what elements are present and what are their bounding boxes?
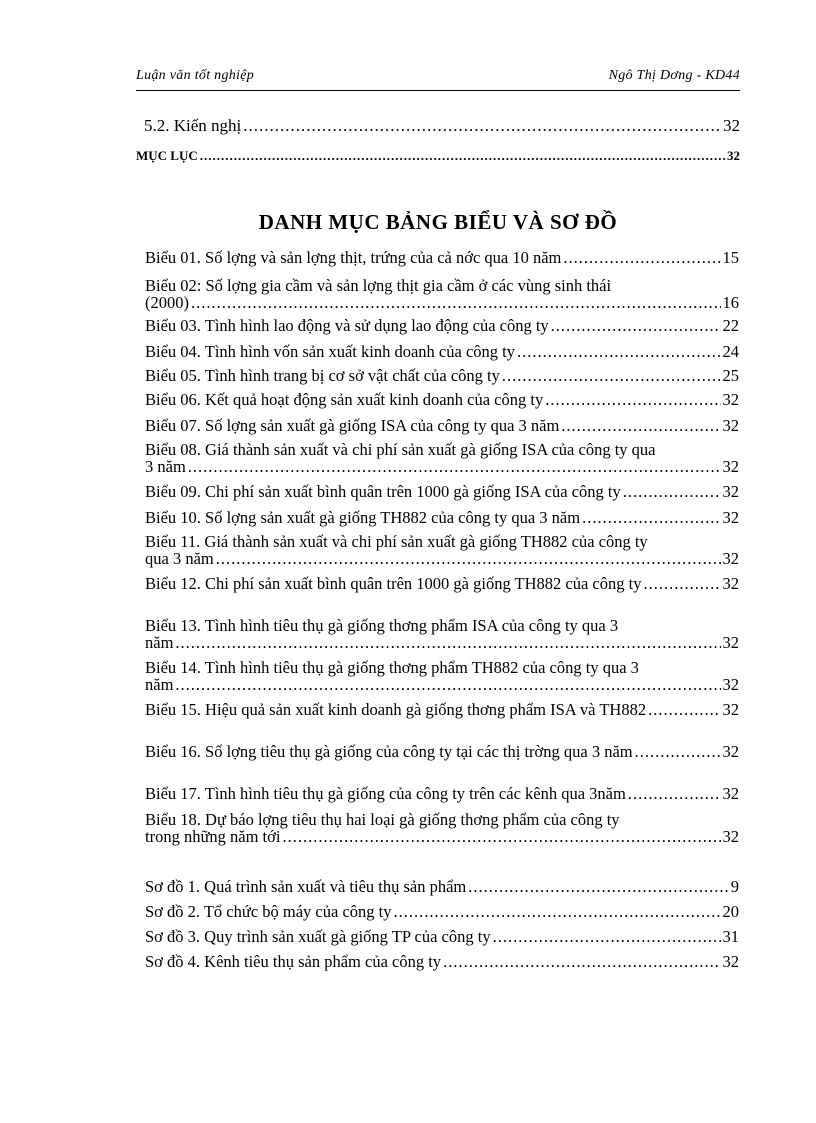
table-list-item[interactable] — [145, 391, 739, 408]
table-entry-page: 24 — [722, 342, 739, 361]
page-header — [136, 66, 740, 91]
table-list-item[interactable] — [145, 811, 739, 845]
table-entry-title: Biểu 03. Tình hình lao động và sử dụng lao động của công ty — [145, 316, 549, 335]
diagram-list-item[interactable] — [145, 953, 739, 970]
table-entry-title: Biểu 07. Số lợng sản xuất gà giống ISA của công ty qua 3 năm — [145, 416, 560, 435]
table-list-item[interactable] — [145, 617, 739, 651]
table-entry-title: Biểu 15. Hiệu quả sản xuất kinh doanh gà giống thơng phẩm ISA và TH882 — [145, 700, 647, 719]
table-entry-page: 32 — [722, 742, 739, 761]
table-list-item[interactable] — [145, 575, 739, 592]
table-entry-title: Biểu 18. Dự báo lợng tiêu thụ hai loại gà giống thơng phẩm của công ty — [145, 810, 620, 829]
dot-leader — [468, 878, 728, 895]
toc-entry-page: 32 — [727, 148, 740, 163]
table-entry-title: Biểu 12. Chi phí sản xuất bình quân trên 1000 gà giống TH882 của công ty — [145, 574, 642, 593]
table-entry-page: 32 — [722, 827, 739, 846]
dot-leader — [635, 743, 721, 760]
table-list-item[interactable] — [145, 509, 739, 526]
table-list-item[interactable] — [145, 343, 739, 360]
dot-leader — [551, 317, 721, 334]
diagram-entry-title: Sơ đồ 2. Tổ chức bộ máy của công ty — [145, 902, 392, 921]
table-entry-title-continued: qua 3 năm — [145, 549, 214, 568]
dot-leader — [243, 116, 721, 136]
table-list-item[interactable] — [145, 483, 739, 500]
table-entry-title-continued: năm — [145, 675, 174, 694]
table-list-item[interactable] — [145, 785, 739, 802]
dot-leader — [648, 701, 720, 718]
table-list-item[interactable] — [145, 701, 739, 718]
table-entry-page: 32 — [722, 784, 739, 803]
diagram-list-item[interactable] — [145, 903, 739, 920]
table-list-item[interactable] — [145, 441, 739, 475]
table-entry-title: Biểu 08. Giá thành sản xuất và chi phí sản xuất gà giống ISA của công ty qua — [145, 440, 656, 459]
dot-leader — [282, 828, 720, 845]
header-author: Ngô Thị Dơng - KD44 — [608, 68, 740, 83]
table-entry-page: 15 — [722, 248, 739, 267]
dot-leader — [443, 953, 720, 970]
dot-leader — [191, 294, 721, 311]
table-entry-page: 32 — [722, 508, 739, 527]
table-entry-title-continued: 3 năm — [145, 457, 186, 476]
table-entry-title: Biểu 16. Số lợng tiêu thụ gà giống của công ty tại các thị trờng qua 3 năm — [145, 742, 633, 761]
dot-leader — [517, 343, 721, 360]
table-entry-title: Biểu 01. Số lợng và sản lợng thịt, trứng của cả nớc qua 10 năm — [145, 248, 562, 267]
diagram-entry-page: 9 — [730, 877, 739, 896]
table-entry-page: 32 — [722, 633, 739, 652]
diagram-entry-page: 20 — [722, 902, 739, 921]
dot-leader — [628, 785, 721, 802]
table-entry-title: Biểu 04. Tình hình vốn sản xuất kinh doanh của công ty — [145, 342, 515, 361]
table-entry-title: Biểu 10. Số lợng sản xuất gà giống TH882 của công ty qua 3 năm — [145, 508, 581, 527]
table-entry-title: Biểu 02: Số lợng gia cầm và sản lợng thịt gia cầm ở các vùng sinh thái — [145, 276, 612, 295]
table-entry-page: 32 — [722, 574, 739, 593]
table-list-item[interactable] — [145, 533, 739, 567]
table-entry-page: 32 — [722, 549, 739, 568]
toc-entry-label: 5.2. Kiến nghị — [144, 116, 242, 135]
list-title: DANH MỤC BẢNG BIỂU VÀ SƠ ĐỒ — [258, 210, 618, 234]
dot-leader — [623, 483, 721, 500]
toc-entry-label: MỤC LỤC — [136, 148, 198, 163]
table-entry-page: 32 — [722, 675, 739, 694]
table-entry-page: 32 — [722, 416, 739, 435]
table-entry-page: 22 — [722, 316, 739, 335]
dot-leader — [561, 417, 720, 434]
table-entry-title: Biểu 13. Tình hình tiêu thụ gà giống thơng phẩm ISA của công ty qua 3 — [145, 616, 619, 635]
diagram-entry-page: 31 — [722, 927, 739, 946]
table-entry-title-continued: (2000) — [145, 293, 189, 312]
dot-leader — [502, 367, 721, 384]
table-entry-page: 32 — [722, 457, 739, 476]
toc-entry-page: 32 — [723, 116, 740, 135]
table-entry-page: 32 — [722, 482, 739, 501]
toc-entry[interactable] — [136, 116, 740, 136]
diagram-entry-page: 32 — [722, 952, 739, 971]
header-thesis-label: Luận văn tốt nghiệp — [136, 68, 255, 83]
dot-leader — [394, 903, 721, 920]
table-entry-title: Biểu 17. Tình hình tiêu thụ gà giống của công ty trên các kênh qua 3năm — [145, 784, 626, 803]
table-entry-page: 32 — [722, 700, 739, 719]
table-list-item[interactable] — [145, 367, 739, 384]
table-entry-page: 25 — [722, 366, 739, 385]
dot-leader — [563, 249, 720, 266]
dot-leader — [643, 575, 720, 592]
dot-leader — [216, 550, 721, 567]
dot-leader — [545, 391, 720, 408]
table-entry-title: Biểu 09. Chi phí sản xuất bình quân trên 1000 gà giống ISA của công ty — [145, 482, 621, 501]
dot-leader — [200, 148, 725, 164]
table-list-item[interactable] — [145, 249, 739, 266]
diagram-entry-title: Sơ đồ 3. Quy trình sản xuất gà giống TP của công ty — [145, 927, 491, 946]
table-entry-title: Biểu 14. Tình hình tiêu thụ gà giống thơng phẩm TH882 của công ty qua 3 — [145, 658, 639, 677]
table-list-item[interactable] — [145, 277, 739, 311]
table-entry-title-continued: trong những năm tới — [145, 827, 281, 846]
table-entry-title: Biểu 06. Kết quả hoạt động sản xuất kinh doanh của công ty — [145, 390, 544, 409]
dot-leader — [582, 509, 720, 526]
diagram-entry-title: Sơ đồ 1. Quá trình sản xuất và tiêu thụ sản phẩm — [145, 877, 467, 896]
table-list-item[interactable] — [145, 417, 739, 434]
table-entry-title: Biểu 11. Giá thành sản xuất và chi phí sản xuất gà giống TH882 của công ty — [145, 532, 648, 551]
table-list-item[interactable] — [145, 743, 739, 760]
dot-leader — [188, 458, 721, 475]
table-entry-title-continued: năm — [145, 633, 174, 652]
table-entry-page: 32 — [722, 390, 739, 409]
diagram-entry-title: Sơ đồ 4. Kênh tiêu thụ sản phẩm của công ty — [145, 952, 442, 971]
dot-leader — [175, 676, 720, 693]
diagram-list-item[interactable] — [145, 878, 739, 895]
dot-leader — [493, 928, 721, 945]
table-list-item[interactable] — [145, 659, 739, 693]
table-list-item[interactable] — [145, 317, 739, 334]
table-entry-title: Biểu 05. Tình hình trang bị cơ sở vật chất của công ty — [145, 366, 500, 385]
diagram-list-item[interactable] — [145, 928, 739, 945]
table-entry-page: 16 — [722, 293, 739, 312]
dot-leader — [175, 634, 720, 651]
toc-entry[interactable] — [136, 148, 740, 164]
